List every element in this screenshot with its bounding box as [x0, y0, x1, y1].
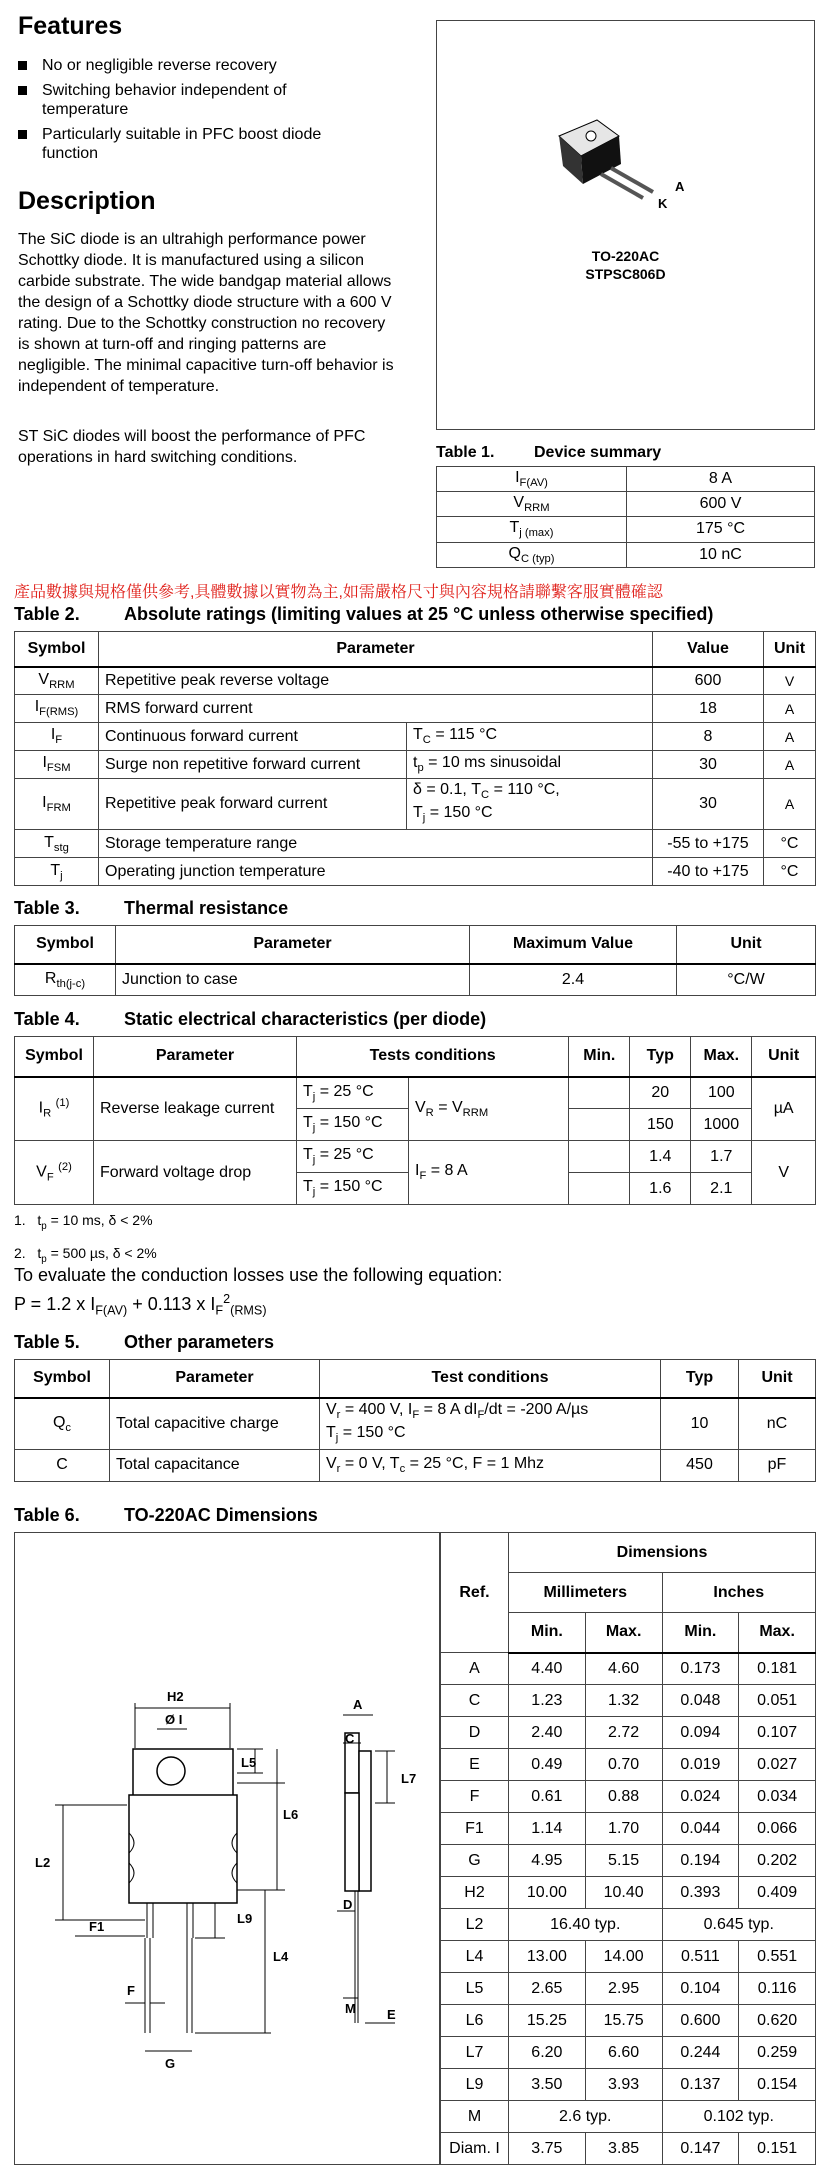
table1-title: Table 1. Device summary	[436, 444, 662, 461]
table-row: $I_R$ $^{(1)}$ Reverse leakage current $T_j = 25$ °C $V_R = V_{RRM}$ 20 100 µA	[15, 1077, 816, 1109]
table-row: L5 2.65 2.95 0.104 0.116	[441, 1973, 816, 2005]
feature-item: Switching behavior independent of temperature	[18, 81, 368, 119]
description-paragraph-2: ST SiC diodes will boost the performance of PFC operations in hard switching conditions.	[18, 428, 366, 466]
table6-title: Table 6. TO-220AC Dimensions	[14, 1505, 318, 1525]
note-2: 2. $t_p = 500$ µs, δ < 2%	[14, 1244, 157, 1265]
dim-label-l4: L4	[273, 1949, 289, 1964]
equation-formula: P = 1.2 x $I_{F(AV)} + 0.113$ x $I_F^2_{(RMS)}$	[14, 1292, 267, 1318]
table-row: F1 1.14 1.70 0.044 0.066	[441, 1813, 816, 1845]
table-header-row: Ref. Dimensions	[441, 1533, 816, 1573]
table-row: $V_{RRM}$ 600 V	[437, 492, 815, 517]
table3-title: Table 3. Thermal resistance	[14, 898, 289, 918]
dim-label-f1: F1	[89, 1919, 105, 1934]
to220-dimension-drawing	[15, 1533, 441, 2166]
other-parameters-table	[14, 1359, 816, 1482]
dim-label-g: G	[165, 2056, 176, 2071]
table-row: $R_{th(j-c)}$ Junction to case 2.4 °C/W	[15, 964, 816, 996]
dim-label-m: M	[345, 2001, 356, 2016]
dim-label-d: D	[343, 1897, 353, 1912]
table-row: L7 6.20 6.60 0.244 0.259	[441, 2037, 816, 2069]
dim-label-c: C	[345, 1731, 355, 1746]
table-row: D 2.40 2.72 0.094 0.107	[441, 1717, 816, 1749]
table-row: C 1.23 1.32 0.048 0.051	[441, 1685, 816, 1717]
table-row: L2 16.40 typ. 0.645 typ.	[441, 1909, 816, 1941]
table-row: $I_{F(RMS)}$ RMS forward current 18 A	[15, 695, 816, 723]
table-header-row: Symbol Parameter Tests conditions Min. Typ Max. Unit	[15, 1037, 816, 1077]
table-row: M 2.6 typ. 0.102 typ.	[441, 2101, 816, 2133]
package-part-number: STPSC806D	[585, 266, 666, 282]
table-row: $I_{FSM}$ Surge non repetitive forward current $t_p = 10$ ms sinusoidal 30 A	[15, 751, 816, 779]
features-title: Features	[18, 12, 123, 40]
absolute-ratings-table	[14, 631, 816, 886]
conduction-loss-equation	[14, 1263, 502, 1323]
package-name: TO-220AC	[591, 248, 660, 264]
dimensions-table	[440, 1532, 816, 2165]
table-row: H2 10.00 10.40 0.393 0.409	[441, 1877, 816, 1909]
dim-label-l7: L7	[401, 1771, 417, 1786]
table-header-row: Millimeters Inches	[441, 1573, 816, 1613]
equation-intro: To evaluate the conduction losses use the following equation:	[14, 1265, 503, 1285]
dim-label-l2: L2	[35, 1855, 51, 1870]
table-row: E 0.49 0.70 0.019 0.027	[441, 1749, 816, 1781]
dim-label-l9: L9	[237, 1911, 253, 1926]
table-row: F 0.61 0.88 0.024 0.034	[441, 1781, 816, 1813]
device-summary-table	[436, 466, 815, 568]
table-row: $T_{stg}$ Storage temperature range -55 to +175 °C	[15, 830, 816, 858]
dim-label-a: A	[353, 1697, 363, 1712]
features-list	[18, 56, 368, 169]
table-header-row: Symbol Parameter Test conditions Typ Unit	[15, 1360, 816, 1398]
dim-label-l5: L5	[241, 1755, 257, 1770]
dim-label-f: F	[127, 1983, 135, 1998]
table-row: $T_{j (max)}$ 175 °C	[437, 517, 815, 542]
table-row: $T_j = 150$ °C 1.6 2.1	[15, 1173, 816, 1205]
table-header-row: Min. Max. Min. Max.	[441, 1613, 816, 1653]
pin-a-label: A	[675, 179, 685, 194]
table-row: $I_{F(AV)}$ 8 A	[437, 467, 815, 492]
package-box	[436, 20, 815, 430]
table-row: $T_j = 150$ °C 150 1000	[15, 1109, 816, 1141]
table-row: G 4.95 5.15 0.194 0.202	[441, 1845, 816, 1877]
table-row: $I_{FRM}$ Repetitive peak forward current δ = 0.1, $T_C = 110$ °C, $T_j = 150$ °C 30 A	[15, 779, 816, 830]
table-row: $I_F$ Continuous forward current $T_C = 115$ °C 8 A	[15, 723, 816, 751]
table-row: $Q_c$ Total capacitive charge $V_r = 400$ V, $I_F = 8$ A $dI_F/dt = -200$ A/µs $T_j = 150$ °C 10 nC	[15, 1398, 816, 1450]
description-title: Description	[18, 187, 156, 215]
static-electrical-table	[14, 1036, 816, 1205]
description-paragraph-1: The SiC diode is an ultrahigh performance power Schottky diode. It is manufactured using a silicon carbide substrate. The wide bandgap material allows the design of a Schottky diode structure with a 600 V rating. Due to the Schottky construction no recovery is shown at turn-off and ringing patterns are negligible. The minimal capacitive turn-off behavior is independent of temperature.	[18, 231, 394, 395]
dim-label-h2: H2	[167, 1689, 184, 1704]
table-row: $V_F$ $^{(2)}$ Forward voltage drop $T_j = 25$ °C $I_F = 8$ A 1.4 1.7 V	[15, 1141, 816, 1173]
table-row: Diam. I 3.75 3.85 0.147 0.151	[441, 2133, 816, 2165]
table4-title: Table 4. Static electrical characteristics (per diode)	[14, 1009, 487, 1029]
pin-k-label: K	[658, 196, 668, 211]
feature-item: No or negligible reverse recovery	[18, 56, 368, 75]
dim-label-e: E	[387, 2007, 396, 2022]
table-row: $V_{RRM}$ Repetitive peak reverse voltage 600 V	[15, 667, 816, 695]
notice-text: 產品數據與規格僅供參考,具體數據以實物為主,如需嚴格尺寸與內容規格請聯繫客服實體確認	[14, 584, 663, 601]
table-row: $T_j$ Operating junction temperature -40 to +175 °C	[15, 858, 816, 886]
feature-item: Particularly suitable in PFC boost diode function	[18, 125, 368, 163]
table-row: L4 13.00 14.00 0.511 0.551	[441, 1941, 816, 1973]
table-row: L6 15.25 15.75 0.600 0.620	[441, 2005, 816, 2037]
to220-package-icon	[549, 106, 669, 206]
table-row: $Q_{C (typ)}$ 10 nC	[437, 542, 815, 567]
thermal-resistance-table	[14, 925, 816, 996]
table5-title: Table 5. Other parameters	[14, 1332, 275, 1352]
dimension-drawing-box	[14, 1532, 440, 2165]
table-row: L9 3.50 3.93 0.137 0.154	[441, 2069, 816, 2101]
dim-label-l6: L6	[283, 1807, 299, 1822]
table-header-row: Symbol Parameter Value Unit	[15, 632, 816, 667]
table-row: A 4.40 4.60 0.173 0.181	[441, 1653, 816, 1685]
table2-title: Table 2. Absolute ratings (limiting values at 25 °C unless otherwise specified)	[14, 604, 714, 624]
dim-label-dia: Ø I	[165, 1712, 183, 1727]
table-header-row: Symbol Parameter Maximum Value Unit	[15, 926, 816, 964]
note-1: 1. $t_p = 10$ ms, δ < 2%	[14, 1212, 153, 1232]
table-row: C Total capacitance $V_r = 0$ V, $T_c = 25$ °C, F = 1 Mhz 450 pF	[15, 1449, 816, 1481]
